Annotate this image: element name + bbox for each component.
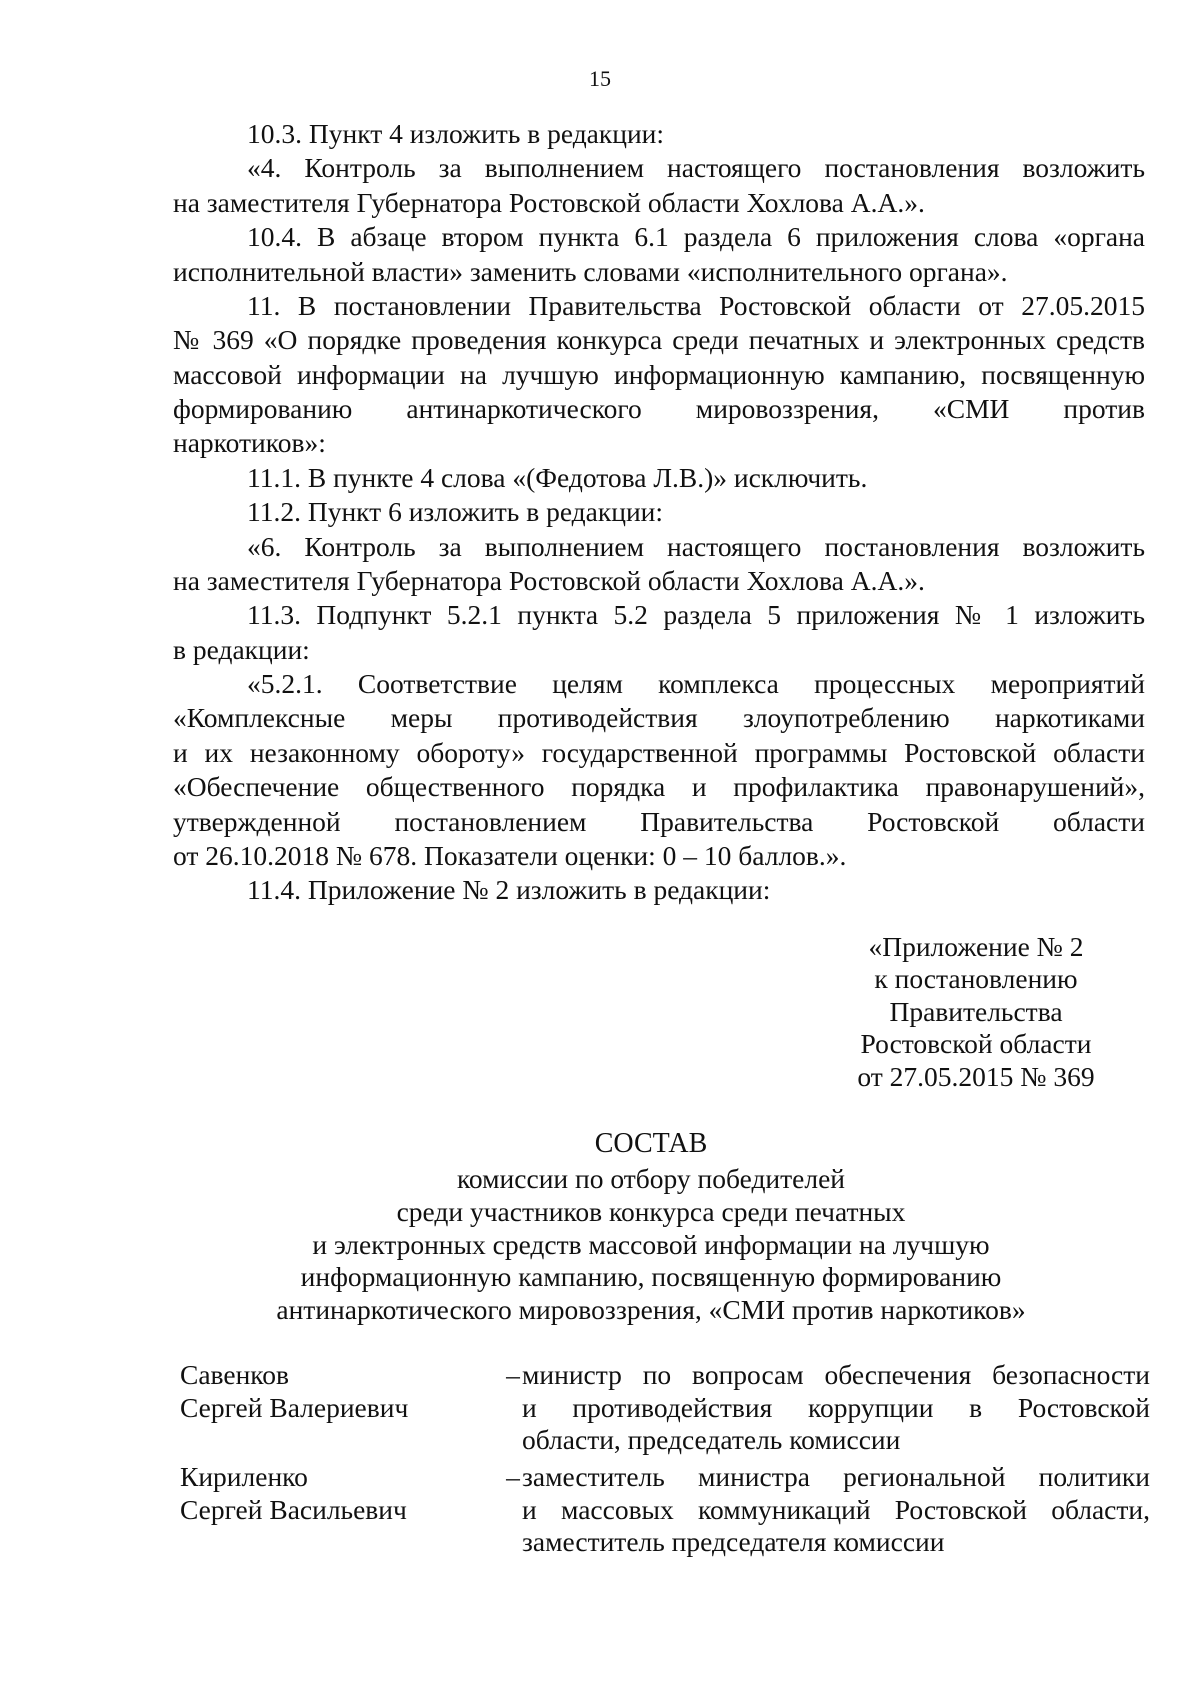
paragraph-11-2-quote-line: на заместителя Губернатора Ростовской области Хохлова А.А.». [173, 564, 925, 596]
member-role-line: заместитель министра региональной политики [522, 1461, 1150, 1492]
member-surname: Кириленко [180, 1461, 308, 1492]
paragraph-10-4-line: 10.4. В абзаце втором пункта 6.1 раздела 6 приложения слова «органа [247, 221, 1145, 253]
appendix-heading-line: «Приложение № 2 [868, 931, 1084, 962]
commission-member [180, 1461, 1150, 1563]
member-role-line: министр по вопросам обеспечения безопасности [522, 1359, 1150, 1390]
paragraph-10-4-line: исполнительной власти» заменить словами «исполнительного органа». [173, 255, 1008, 287]
composition-subtitle-line: комиссии по отбору победителей [456, 1163, 846, 1194]
paragraph-11-line: наркотиков»: [173, 427, 326, 459]
paragraph-11-2-quote-line: «6. Контроль за выполнением настоящего постановления возложить [247, 530, 1145, 562]
paragraph-11-3-line: в редакции: [173, 633, 310, 665]
member-given-names: Сергей Валериевич [180, 1391, 409, 1423]
member-dash: – [506, 1359, 520, 1390]
composition-subtitle-line: антинаркотического мировоззрения, «СМИ против наркотиков» [276, 1294, 1026, 1326]
member-role-line: области, председатель комиссии [522, 1424, 901, 1455]
composition-title: СОСТАВ [594, 1128, 708, 1159]
member-surname: Савенков [180, 1359, 289, 1390]
paragraph-5-2-1-line: утвержденной постановлением Правительства Ростовской области [173, 805, 1145, 837]
paragraph-11-line: № 369 «О порядке проведения конкурса среди печатных и электронных средств [173, 324, 1145, 356]
paragraph-5-2-1-line: и их незаконному обороту» государственной программы Ростовской области [173, 736, 1145, 768]
paragraph-11-4: 11.4. Приложение № 2 изложить в редакции: [247, 874, 771, 906]
member-role [522, 1461, 1150, 1559]
paragraph-5-2-1-line: «Обеспечение общественного порядка и профилактика правонарушений», [173, 771, 1145, 803]
page-number: 15 [589, 66, 611, 91]
appendix-heading [838, 931, 1114, 1093]
paragraph-11-3-line: 11.3. Подпункт 5.2.1 пункта 5.2 раздела 5 приложения № 1 изложить [247, 599, 1145, 631]
composition-heading [180, 1125, 1122, 1327]
document-body [173, 117, 1145, 908]
paragraph-11-line: формированию антинаркотического мировоззрения, «СМИ против [173, 393, 1145, 424]
composition-subtitle-line: информационную кампанию, посвященную формированию [300, 1261, 1002, 1293]
paragraph-5-2-1-line: «5.2.1. Соответствие целям комплекса процессных мероприятий [247, 668, 1145, 699]
member-name [180, 1461, 500, 1526]
member-given-names: Сергей Васильевич [180, 1493, 407, 1525]
paragraph-11-2: 11.2. Пункт 6 изложить в редакции: [247, 496, 664, 528]
paragraph-10-3-quote-line: «4. Контроль за выполнением настоящего постановления возложить [247, 152, 1145, 184]
appendix-heading-line: Правительства [889, 995, 1063, 1027]
member-dash: – [506, 1461, 520, 1492]
paragraph-5-2-1-line: от 26.10.2018 № 678. Показатели оценки: 0 – 10 баллов.». [173, 839, 847, 871]
paragraph-10-3-quote-line: на заместителя Губернатора Ростовской области Хохлова А.А.». [173, 186, 925, 218]
commission-members-list [180, 1359, 1150, 1563]
paragraph-10-3: 10.3. Пункт 4 изложить в редакции: [247, 118, 665, 149]
paragraph-11-1: 11.1. В пункте 4 слова «(Федотова Л.В.)» исключить. [247, 461, 868, 493]
paragraph-11-line: 11. В постановлении Правительства Ростовской области от 27.05.2015 [247, 289, 1145, 321]
composition-subtitle-line: среди участников конкурса среди печатных [396, 1195, 906, 1227]
member-role-line: заместитель председателя комиссии [522, 1526, 945, 1557]
commission-member [180, 1359, 1150, 1461]
paragraph-5-2-1-line: «Комплексные меры противодействия злоупотреблению наркотиками [173, 702, 1145, 734]
member-role [522, 1359, 1150, 1457]
member-name [180, 1359, 500, 1424]
appendix-heading-line: к постановлению [874, 963, 1078, 995]
paragraph-11-line: массовой информации на лучшую информационную кампанию, посвященную [173, 358, 1145, 390]
appendix-heading-line: от 27.05.2015 № 369 [857, 1060, 1095, 1092]
composition-subtitle-line: и электронных средств массовой информации на лучшую [312, 1228, 990, 1260]
member-role-line: и противодействия коррупции в Ростовской [522, 1391, 1150, 1423]
appendix-heading-line: Ростовской области [860, 1028, 1092, 1060]
member-role-line: и массовых коммуникаций Ростовской области, [522, 1493, 1150, 1525]
